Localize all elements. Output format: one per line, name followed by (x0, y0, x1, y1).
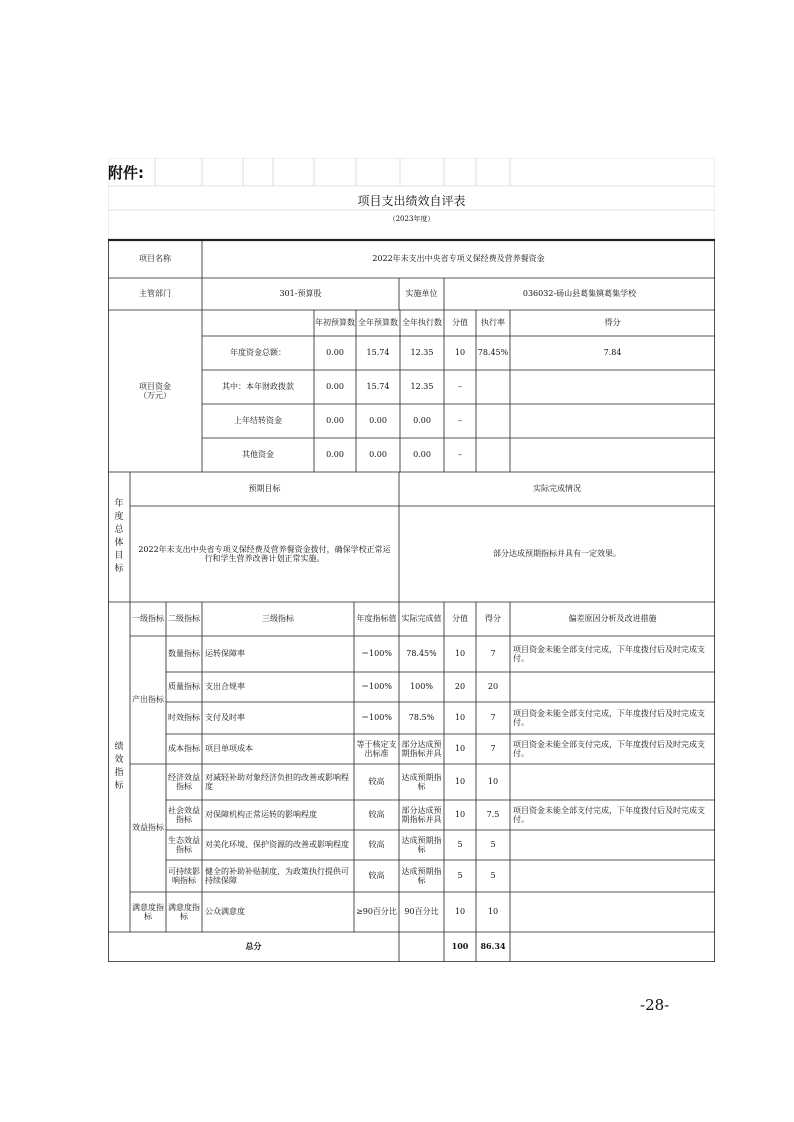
funds-row-executed: 0.00 (413, 416, 431, 426)
perf-row-note (510, 830, 715, 860)
perf-row-score: 20 (487, 682, 499, 692)
funds-header-annual: 全年预算数 (358, 318, 398, 328)
perf-row-score-value: 10 (454, 649, 466, 659)
funds-row-name: 上年结转资金 (234, 416, 282, 426)
perf-row-l3: 项目单项成本 (205, 744, 253, 754)
funds-row-score-value: 10 (454, 348, 466, 358)
perf-row-target: ＝100% (361, 682, 392, 692)
perf-row-score-value: 10 (454, 907, 466, 917)
perf-l1-output: 产出指标 (132, 695, 164, 705)
perf-row-note: 项目资金未能全部支付完成，下年度拨付后及时完成支付。 (513, 708, 705, 727)
funds-row-score-value: – (458, 382, 462, 392)
perf-row-target: ≥90百分比 (356, 907, 397, 917)
funds-header-initial: 年初预算数 (315, 318, 355, 328)
perf-row-score: 5 (490, 871, 496, 881)
perf-row-target: 较高 (368, 840, 385, 850)
perf-row-score-value: 10 (454, 777, 466, 787)
perf-row-l3: 健全的补助补贴制度，为政策执行提供可持续保障 (205, 866, 349, 885)
funds-row-initial: 0.00 (326, 382, 344, 392)
perf-row-l2: 生态效益指标 (168, 835, 200, 854)
perf-l1-satisfaction: 满意度指标 (132, 902, 164, 921)
unit-value: 036032-砀山县葛集镇葛集学校 (522, 289, 637, 299)
perf-row-score: 7 (490, 744, 496, 754)
funds-label-line1: 项目资金 (139, 381, 171, 391)
funds-row-executed: 12.35 (410, 382, 434, 392)
funds-header-score-value: 分值 (452, 318, 468, 328)
perf-row-note (510, 764, 715, 800)
page-number: -28- (640, 996, 670, 1014)
project-name: 2022年未支出中央省专项义保经费及营养餐资金 (372, 254, 545, 264)
funds-row-annual: 15.74 (366, 382, 390, 392)
funds-header-score: 得分 (604, 318, 621, 328)
perf-row-l2: 社会效益指标 (168, 805, 200, 824)
funds-row-executed: 0.00 (413, 450, 431, 460)
perf-header-score: 得分 (485, 614, 501, 624)
attachment-label: 附件: (108, 164, 144, 182)
perf-row-target: ＝100% (361, 649, 392, 659)
goals-actual: 部分达成预期指标并具有一定效果。 (493, 549, 621, 559)
perf-row-l2: 质量指标 (168, 682, 200, 692)
funds-header-executed: 全年执行数 (402, 318, 442, 328)
perf-header-note: 偏差原因分析及改进措施 (568, 614, 657, 624)
perf-row-note (510, 892, 715, 932)
perf-row-score: 10 (487, 777, 499, 787)
perf-row-note: 项目资金未能全部支付完成，下年度拨付后及时完成支付。 (513, 739, 705, 758)
total-label: 总分 (245, 941, 262, 952)
perf-header-score-value: 分值 (452, 614, 468, 624)
perf-row-l3: 公众满意度 (205, 907, 245, 917)
evaluation-table (108, 158, 715, 962)
funds-row-name: 其中：本年财政拨款 (222, 382, 294, 392)
total-score-value: 100 (451, 941, 469, 952)
unit-label: 实施单位 (405, 289, 438, 299)
perf-header-l1: 一级指标 (132, 614, 164, 624)
perf-row-note (510, 672, 715, 702)
funds-row-annual: 0.00 (369, 450, 387, 460)
perf-row-note (510, 860, 715, 892)
funds-row-annual: 0.00 (369, 416, 387, 426)
funds-row-score-value: – (458, 416, 462, 426)
perf-row-target: 较高 (368, 777, 385, 787)
funds-row-score: 7.84 (603, 348, 622, 358)
report-year: （2023年度） (388, 215, 435, 223)
perf-row-actual: 90百分比 (404, 907, 439, 917)
total-score: 86.34 (480, 941, 506, 952)
funds-label-line2: （万元） (139, 391, 171, 400)
page-title: 项目支出绩效自评表 (357, 194, 466, 208)
perf-row-l3: 支付及时率 (205, 713, 245, 723)
perf-row-l2: 经济效益指标 (168, 772, 200, 791)
perf-row-l2: 满意度指标 (168, 902, 200, 921)
perf-row-score-value: 10 (454, 713, 466, 723)
perf-row-l2: 数量指标 (168, 649, 200, 659)
perf-row-score-value: 10 (454, 810, 466, 820)
perf-row-score: 5 (490, 840, 496, 850)
goals-expected: 2022年未支出中央省专项义保经费及营养餐资金拨付，确保学校正常运行和学生营养改善计划正常实施。 (138, 544, 391, 563)
perf-row-l2: 可持续影响指标 (168, 866, 200, 885)
perf-label: 绩 效 指 标 (114, 742, 124, 791)
perf-row-score: 7 (490, 713, 496, 723)
funds-row-rate: 78.45% (477, 348, 509, 358)
funds-row-name: 年度资金总额： (230, 348, 286, 358)
perf-header-target: 年度指标值 (356, 614, 397, 624)
perf-row-actual: 达成预期指标 (401, 772, 442, 791)
perf-row-actual: 达成预期指标 (401, 835, 442, 854)
perf-row-l3: 对美化环境、保护资源的改善或影响程度 (205, 840, 349, 850)
perf-row-target: ＝100% (361, 713, 392, 723)
perf-row-note: 项目资金未能全部支付完成，下年度拨付后及时完成支付。 (513, 644, 705, 663)
perf-row-l3: 对减轻补助对象经济负担的改善或影响程度 (205, 772, 349, 791)
goals-actual-header: 实际完成情况 (533, 484, 581, 494)
funds-header-rate: 执行率 (481, 318, 505, 328)
perf-row-actual: 78.45% (406, 649, 437, 659)
perf-row-score-value: 20 (454, 682, 466, 692)
goals-expected-header: 预期目标 (248, 484, 281, 494)
perf-row-score: 7.5 (486, 810, 500, 820)
perf-row-actual: 部分达成预期指标并具 (401, 739, 442, 758)
perf-row-note: 项目资金未能全部支付完成，下年度拨付后及时完成支付。 (513, 805, 705, 824)
perf-row-score-value: 5 (457, 871, 463, 881)
perf-row-target: 较高 (368, 810, 385, 820)
perf-row-actual: 100% (410, 682, 433, 692)
perf-header-actual: 实际完成值 (401, 614, 442, 624)
perf-row-l3: 运转保障率 (205, 649, 245, 659)
perf-row-l3: 支出合规率 (205, 682, 245, 692)
funds-label (108, 310, 202, 472)
perf-header-l3: 三级指标 (262, 614, 294, 624)
dept-label: 主管部门 (139, 289, 171, 299)
perf-row-actual: 部分达成预期指标并具 (401, 805, 442, 824)
perf-row-score-value: 5 (457, 840, 463, 850)
dept-value: 301-预算股 (279, 289, 322, 299)
perf-row-l2: 时效指标 (168, 713, 200, 723)
funds-row-score-value: – (458, 450, 462, 460)
funds-row-annual: 15.74 (366, 348, 390, 358)
perf-row-score-value: 10 (454, 744, 466, 754)
perf-row-l3: 对保障机构正常运转的影响程度 (205, 810, 317, 820)
project-name-label: 项目名称 (139, 254, 171, 264)
goals-label: 年 度 总 体 目 标 (114, 499, 124, 574)
perf-row-actual: 达成预期指标 (401, 866, 442, 885)
perf-row-score: 7 (490, 649, 496, 659)
perf-l1-benefit: 效益指标 (132, 823, 164, 833)
funds-row-initial: 0.00 (326, 348, 344, 358)
perf-header-l2: 二级指标 (168, 614, 200, 624)
funds-row-name: 其他资金 (242, 450, 274, 460)
funds-row-executed: 12.35 (410, 348, 434, 358)
perf-row-score: 10 (487, 907, 499, 917)
perf-row-l2: 成本指标 (168, 744, 200, 754)
funds-row-initial: 0.00 (326, 450, 344, 460)
perf-row-target: 等于核定支出标准 (356, 739, 397, 758)
perf-row-target: 较高 (368, 871, 385, 881)
perf-row-actual: 78.5% (408, 713, 435, 723)
funds-row-initial: 0.00 (326, 416, 344, 426)
